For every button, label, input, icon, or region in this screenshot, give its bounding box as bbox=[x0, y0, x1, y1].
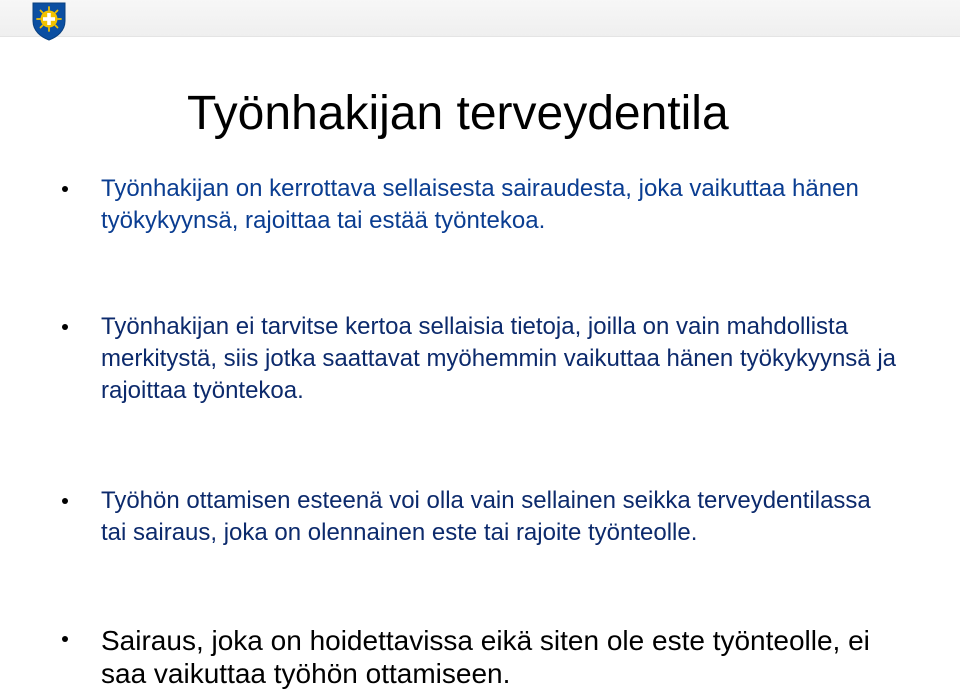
bullet-dot-icon bbox=[62, 636, 68, 642]
bullet-text: Työnhakijan ei tarvitse kertoa sellaisia tietoja, joilla on vain mahdollista merkitystä, siis jotka saattavat myöhemmin vaikuttaa hänen työkykyynsä ja rajoittaa työntekoa. bbox=[101, 313, 896, 404]
coat-of-arms-icon bbox=[31, 1, 67, 41]
bullet-text: Työnhakijan on kerrottava sellaisesta sairaudesta, joka vaikuttaa hänen työkykyynsä, rajoittaa tai estää työntekoa. bbox=[101, 175, 859, 234]
header-divider bbox=[0, 36, 960, 37]
bullet-item bbox=[101, 624, 901, 690]
bullet-dot-icon bbox=[62, 324, 68, 330]
bullet-dot-icon bbox=[62, 498, 68, 504]
bullet-dot-icon bbox=[62, 186, 68, 192]
bullet-item bbox=[101, 311, 901, 407]
bullet-item bbox=[101, 485, 901, 549]
slide-title: Työnhakijan terveydentila bbox=[187, 87, 729, 140]
bullet-text: Työhön ottamisen esteenä voi olla vain sellainen seikka terveydentilassa tai sairaus, joka on olennainen este tai rajoite työnteolle. bbox=[101, 487, 871, 546]
bullet-item bbox=[101, 173, 901, 237]
header-band bbox=[0, 0, 960, 36]
bullet-text: Sairaus, joka on hoidettavissa eikä siten ole este työnteolle, ei saa vaikuttaa työhön ottamiseen. bbox=[101, 625, 870, 689]
